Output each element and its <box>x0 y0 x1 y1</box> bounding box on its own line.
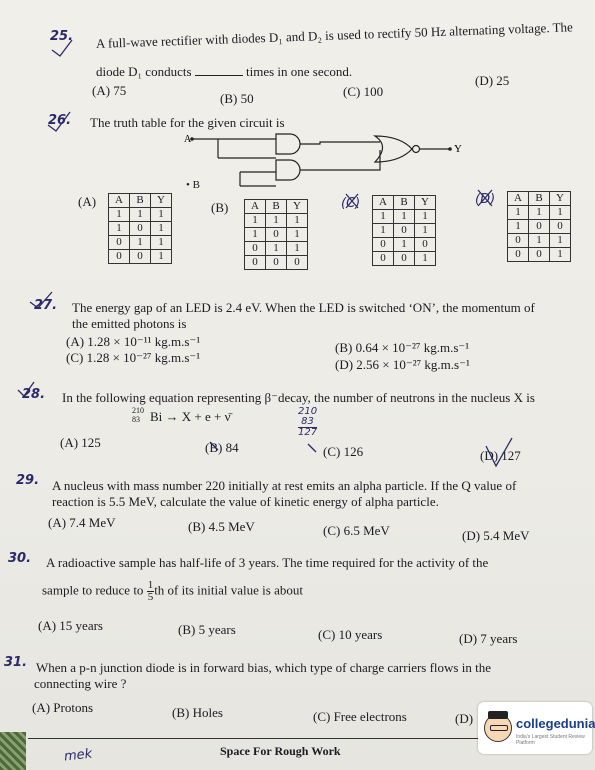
truth-table-cell: 1 <box>550 206 571 220</box>
truth-table-cell: 0 <box>415 238 436 252</box>
truth-table-cell: 1 <box>245 214 266 228</box>
truth-table-cell: Y <box>415 196 436 210</box>
q27-option-b: (B) 0.64 × 10⁻²⁷ kg.m.s⁻¹ <box>335 340 470 355</box>
truth-table-cell: 1 <box>109 222 130 236</box>
q28-text: In the following equation representing β⁻decay, the number of neutrons in the nucleus X is <box>62 390 535 405</box>
truth-table-cell: 1 <box>130 208 151 222</box>
q25-option-c: (C) 100 <box>343 84 384 99</box>
truth-table-cell: 1 <box>245 228 266 242</box>
q25-option-d: (D) 25 <box>475 73 510 88</box>
cross-mark-c <box>346 194 358 208</box>
truth-table-cell: 1 <box>287 242 308 256</box>
q26-option-d-label: (D) <box>475 192 496 207</box>
q31-text: When a p-n junction diode is in forward bias, which type of charge carriers flows in the <box>36 660 491 675</box>
truth-table-cell: 0 <box>373 252 394 266</box>
truth-table-cell: 1 <box>151 236 172 250</box>
pen-mark-q28-c <box>308 444 316 452</box>
rough-work-label: Space For Rough Work <box>220 744 341 758</box>
truth-table-cell: 0 <box>394 224 415 238</box>
q28-option-c: (C) 126 <box>323 444 364 459</box>
truth-table-cell: 1 <box>550 248 571 262</box>
truth-table-cell: 1 <box>373 224 394 238</box>
circuit-label-b: • B <box>186 179 200 191</box>
q26-option-b-label: (B) <box>211 200 229 215</box>
truth-table-cell: 1 <box>151 222 172 236</box>
truth-table-cell: 1 <box>415 224 436 238</box>
q27-text: The energy gap of an LED is 2.4 eV. When the LED is switched ‘ON’, the momentum of <box>72 300 535 315</box>
truth-table-cell: 1 <box>508 206 529 220</box>
q30-option-b: (B) 5 years <box>178 622 236 637</box>
truth-table-cell: 1 <box>415 252 436 266</box>
truth-table-cell: Y <box>287 200 308 214</box>
q30-number: 30. <box>8 551 32 566</box>
q30-text: A radioactive sample has half-life of 3 years. The time required for the activity of the <box>46 555 489 570</box>
q30-option-c: (C) 10 years <box>318 627 383 642</box>
truth-table-cell: 0 <box>529 248 550 262</box>
truth-table-cell: 1 <box>529 206 550 220</box>
truth-table-cell: A <box>245 200 266 214</box>
truth-table-cell: 1 <box>151 250 172 264</box>
truth-table-cell: 1 <box>373 210 394 224</box>
truth-table-cell: 0 <box>550 220 571 234</box>
truth-table-cell: 0 <box>394 252 415 266</box>
truth-table-cell: 1 <box>508 220 529 234</box>
tick-mark-q28-d <box>486 438 512 466</box>
truth-table-cell: A <box>373 196 394 210</box>
q30-text-line2: sample to reduce to $\frac{1}{5}$ th of its initial value is about <box>42 579 303 603</box>
truth-table-cell: 1 <box>415 210 436 224</box>
truth-table-cell: 1 <box>266 214 287 228</box>
truth-table-cell: 1 <box>151 208 172 222</box>
q29-option-c: (C) 6.5 MeV <box>323 523 390 538</box>
collegedunia-brand: collegedunia <box>516 716 595 731</box>
q27-text-line2: the emitted photons is <box>72 316 187 331</box>
truth-table-cell: 1 <box>287 228 308 242</box>
q31-text-line2: connecting wire ? <box>34 676 127 691</box>
q31-option-c: (C) Free electrons <box>313 709 407 724</box>
q27-option-c: (C) 1.28 × 10⁻²⁷ kg.m.s⁻¹ <box>66 350 201 365</box>
q29-text: A nucleus with mass number 220 initially at rest emits an alpha particle. If the Q value of <box>52 478 517 493</box>
q28-option-b: (B) 84 <box>205 440 239 455</box>
truth-table-cell: 1 <box>550 234 571 248</box>
q30-option-a: (A) 15 years <box>38 618 103 633</box>
truth-table-cell: 1 <box>266 242 287 256</box>
collegedunia-logo-icon <box>484 714 512 742</box>
truth-table-cell: Y <box>151 194 172 208</box>
truth-table-cell: 1 <box>287 214 308 228</box>
q30-option-d: (D) 7 years <box>459 631 518 646</box>
collegedunia-badge <box>478 702 595 754</box>
q29-text-line2: reaction is 5.5 MeV, calculate the value of kinetic energy of alpha particle. <box>52 494 439 509</box>
truth-table-cell: 0 <box>266 228 287 242</box>
truth-table-cell: A <box>109 194 130 208</box>
cross-mark-d <box>478 190 492 206</box>
collegedunia-tagline: India's Largest Student Review Platform <box>516 734 585 746</box>
q31-option-a: (A) Protons <box>32 700 94 715</box>
q29-number: 29. <box>16 473 40 488</box>
truth-table-cell: 0 <box>245 256 266 270</box>
truth-table-cell: B <box>394 196 415 210</box>
truth-table-cell: 0 <box>245 242 266 256</box>
truth-table-cell: Y <box>550 192 571 206</box>
truth-table-cell: 0 <box>130 222 151 236</box>
q26-option-a-label: (A) <box>78 194 97 209</box>
q29-option-d: (D) 5.4 MeV <box>462 528 530 543</box>
q30-fraction: $\frac{1}{5}$ <box>147 579 154 603</box>
tick-mark-q28 <box>18 382 34 396</box>
circuit-label-y: Y <box>454 143 462 155</box>
q27-option-d: (D) 2.56 × 10⁻²⁷ kg.m.s⁻¹ <box>335 357 470 372</box>
q28-option-d: (D) 127 <box>480 448 521 463</box>
circuit-label-a: A <box>184 134 192 145</box>
q26-option-c-label: (C) <box>341 196 361 211</box>
q26-number: 26. <box>48 113 72 128</box>
q31-number: 31. <box>4 655 28 670</box>
truth-table-cell: 0 <box>109 250 130 264</box>
q27-number: 27. <box>34 298 58 313</box>
tick-mark-q25 <box>52 40 72 56</box>
truth-table-cell: 1 <box>130 236 151 250</box>
truth-table-cell: 1 <box>109 208 130 222</box>
truth-table-cell: 0 <box>266 256 287 270</box>
q28-option-a: (A) 125 <box>60 435 101 450</box>
q25-text: A full-wave rectifier with diodes D₁ and D₂ is used to rectify 50 Hz alternating voltage. The <box>95 19 574 51</box>
q29-option-a: (A) 7.4 MeV <box>48 515 116 530</box>
q31-option-d: (D) <box>455 711 474 726</box>
q29-option-b: (B) 4.5 MeV <box>188 519 255 534</box>
q27-option-a: (A) 1.28 × 10⁻¹¹ kg.m.s⁻¹ <box>66 334 201 349</box>
truth-table-cell: 0 <box>529 220 550 234</box>
handwritten-scribble: mek <box>63 746 93 765</box>
truth-table-cell: A <box>508 192 529 206</box>
truth-table-cell: 0 <box>508 234 529 248</box>
q26-text: The truth table for the given circuit is <box>90 115 285 130</box>
q28-nuclide: 210 83 <box>132 406 144 424</box>
truth-table-cell: 1 <box>394 210 415 224</box>
truth-table-cell: 1 <box>529 234 550 248</box>
truth-table-cell: 0 <box>109 236 130 250</box>
q25-option-b: (B) 50 <box>220 91 254 106</box>
q25-text-line2: diode D₁ conducts times in one second. <box>96 64 353 79</box>
q28-equation: Bi → X + e + ν̄ <box>150 409 231 424</box>
truth-table-cell: 1 <box>394 238 415 252</box>
truth-table-cell: B <box>266 200 287 214</box>
truth-table-cell: 0 <box>508 248 529 262</box>
q25-option-a: (A) 75 <box>92 83 127 98</box>
q25-number: 25. <box>50 29 74 44</box>
truth-table-cell: B <box>130 194 151 208</box>
truth-table-cell: 0 <box>287 256 308 270</box>
q31-option-b: (B) Holes <box>172 705 223 720</box>
tick-mark-q26 <box>48 112 70 131</box>
tick-mark-q27 <box>30 292 52 308</box>
pen-mark-q28-b <box>210 442 218 450</box>
q28-number: 28. <box>22 387 46 402</box>
q28-handwritten-work: 210 83 127 <box>298 406 318 438</box>
truth-table-cell: 0 <box>130 250 151 264</box>
truth-table-cell: B <box>529 192 550 206</box>
truth-table-cell: 0 <box>373 238 394 252</box>
